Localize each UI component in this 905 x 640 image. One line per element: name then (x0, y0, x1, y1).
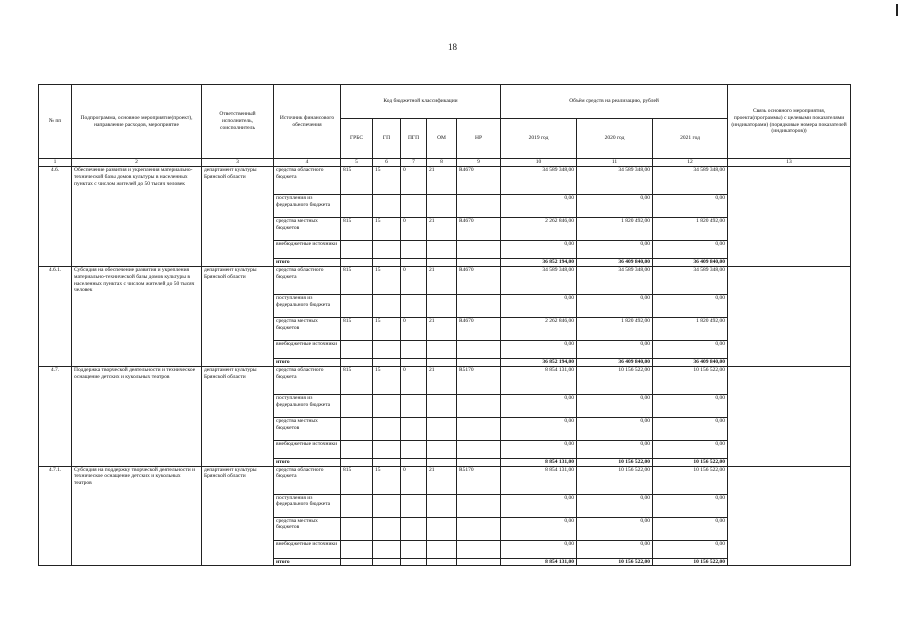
code-np: R4670 (457, 166, 501, 194)
amount-2019: 8 854 131,00 (501, 458, 577, 466)
amount-2020: 1 820 492,00 (577, 317, 653, 340)
code-pgp (401, 340, 427, 358)
code-om: 21 (427, 166, 457, 194)
item-name: Субсидия на поддержку творческой деятельности и техническое оснащение детских и кукольных театров (72, 466, 202, 566)
funding-source: внебюджетные источники (274, 240, 341, 258)
code-gp (373, 194, 401, 217)
code-om (427, 517, 457, 540)
amount-2020: 36 409 840,00 (577, 358, 653, 366)
code-np (457, 394, 501, 417)
amount-2021: 10 156 522,00 (653, 458, 728, 466)
indicator-link (728, 166, 851, 266)
budget-table (38, 84, 851, 566)
column-number: 1 (39, 159, 72, 167)
code-grbs: 815 (341, 317, 373, 340)
code-grbs (341, 340, 373, 358)
code-np: R4670 (457, 266, 501, 294)
code-om (427, 358, 457, 366)
code-np (457, 358, 501, 366)
item-number: 4.7.1. (39, 466, 72, 566)
code-grbs (341, 294, 373, 317)
amount-2021: 1 820 492,00 (653, 217, 728, 240)
amount-2020: 0,00 (577, 417, 653, 440)
amount-2021: 0,00 (653, 194, 728, 217)
amount-2021: 0,00 (653, 417, 728, 440)
code-np: R4670 (457, 317, 501, 340)
amount-2019: 0,00 (501, 494, 577, 517)
amount-2020: 36 409 840,00 (577, 258, 653, 266)
amount-2021: 0,00 (653, 394, 728, 417)
funding-source: внебюджетные источники (274, 340, 341, 358)
code-om: 21 (427, 266, 457, 294)
amount-2021: 0,00 (653, 540, 728, 558)
column-number: 13 (728, 159, 851, 167)
column-number: 4 (274, 159, 341, 167)
code-np (457, 194, 501, 217)
page-number: 18 (448, 42, 457, 52)
amount-2020: 10 156 522,00 (577, 458, 653, 466)
code-pgp (401, 358, 427, 366)
amount-2019: 34 589 348,00 (501, 166, 577, 194)
code-np (457, 258, 501, 266)
code-pgp: 0 (401, 366, 427, 394)
funding-source: поступления из федерального бюджета (274, 294, 341, 317)
code-pgp: 0 (401, 166, 427, 194)
funding-source: поступления из федерального бюджета (274, 494, 341, 517)
scan-mark (896, 4, 898, 16)
code-np (457, 517, 501, 540)
indicator-link (728, 266, 851, 366)
amount-2019: 0,00 (501, 517, 577, 540)
amount-2019: 36 852 194,00 (501, 258, 577, 266)
amount-2021: 0,00 (653, 494, 728, 517)
code-om (427, 558, 457, 566)
code-pgp (401, 294, 427, 317)
amount-2020: 0,00 (577, 340, 653, 358)
code-np (457, 240, 501, 258)
amount-2021: 0,00 (653, 340, 728, 358)
amount-2019: 0,00 (501, 340, 577, 358)
header-name: Подпрограмма, основное мероприятие(проект), направление расходов, мероприятие (72, 85, 202, 159)
funding-source: средства местных бюджетов (274, 217, 341, 240)
code-om (427, 417, 457, 440)
code-gp: 15 (373, 217, 401, 240)
item-executor: департамент культуры Брянской области (202, 166, 274, 266)
funding-source: средства областного бюджета (274, 366, 341, 394)
amount-2021: 36 409 840,00 (653, 358, 728, 366)
amount-2020: 10 156 522,00 (577, 366, 653, 394)
code-om: 21 (427, 466, 457, 494)
code-om (427, 394, 457, 417)
funding-source: поступления из федерального бюджета (274, 394, 341, 417)
header-np: НР (457, 119, 501, 159)
code-np (457, 458, 501, 466)
item-name: Обеспечение развития и укрепления материально-технической базы домов культуры в населенных пунктах с числом жителей до 50 тысяч человек (72, 166, 202, 266)
amount-2019: 2 262 846,00 (501, 317, 577, 340)
amount-2019: 0,00 (501, 417, 577, 440)
code-np (457, 294, 501, 317)
code-grbs (341, 258, 373, 266)
code-grbs (341, 540, 373, 558)
code-gp: 15 (373, 366, 401, 394)
funding-source: средства местных бюджетов (274, 317, 341, 340)
column-number: 7 (401, 159, 427, 167)
code-pgp (401, 494, 427, 517)
code-gp (373, 340, 401, 358)
amount-2019: 34 589 348,00 (501, 266, 577, 294)
funding-source: средства местных бюджетов (274, 517, 341, 540)
code-gp (373, 258, 401, 266)
amount-2019: 36 852 194,00 (501, 358, 577, 366)
funding-source: средства областного бюджета (274, 266, 341, 294)
amount-2021: 0,00 (653, 517, 728, 540)
amount-2021: 0,00 (653, 294, 728, 317)
code-np (457, 340, 501, 358)
amount-2020: 0,00 (577, 440, 653, 458)
amount-2021: 10 156 522,00 (653, 366, 728, 394)
code-grbs (341, 494, 373, 517)
amount-2020: 0,00 (577, 394, 653, 417)
item-executor: департамент культуры Брянской области (202, 366, 274, 466)
code-gp (373, 517, 401, 540)
code-gp: 15 (373, 266, 401, 294)
code-om: 21 (427, 217, 457, 240)
funding-source: внебюджетные источники (274, 540, 341, 558)
indicator-link (728, 366, 851, 466)
funding-source: итого (274, 458, 341, 466)
header-indicator-link: Связь основного мероприятия, проекта(программы) с целевыми показателями (индикаторами) (порядковые номера показателей (индикаторов)) (728, 85, 851, 159)
amount-2021: 1 820 492,00 (653, 317, 728, 340)
code-gp (373, 240, 401, 258)
code-om (427, 440, 457, 458)
item-name: Субсидия на обеспечение развития и укрепления материально-технической базы домов культуры в населенных пунктах с числом жителей до 50 тысяч человек (72, 266, 202, 366)
header-grbs: ГРБС (341, 119, 373, 159)
header-pgp: ПГП (401, 119, 427, 159)
code-pgp: 0 (401, 466, 427, 494)
code-gp (373, 358, 401, 366)
code-gp: 15 (373, 466, 401, 494)
code-om (427, 540, 457, 558)
code-gp (373, 294, 401, 317)
amount-2021: 34 589 348,00 (653, 166, 728, 194)
code-om (427, 458, 457, 466)
header-executor: Ответственный исполнитель, соисполнитель (202, 85, 274, 159)
code-gp (373, 558, 401, 566)
column-number: 9 (457, 159, 501, 167)
amount-2019: 0,00 (501, 294, 577, 317)
amount-2019: 0,00 (501, 240, 577, 258)
code-grbs (341, 240, 373, 258)
header-2021: 2021 год (653, 119, 728, 159)
code-pgp: 0 (401, 266, 427, 294)
amount-2020: 0,00 (577, 240, 653, 258)
amount-2019: 8 854 131,00 (501, 558, 577, 566)
amount-2020: 0,00 (577, 517, 653, 540)
amount-2020: 10 156 522,00 (577, 466, 653, 494)
amount-2021: 0,00 (653, 440, 728, 458)
code-grbs (341, 358, 373, 366)
column-number: 2 (72, 159, 202, 167)
code-gp (373, 440, 401, 458)
amount-2021: 36 409 840,00 (653, 258, 728, 266)
column-number: 11 (577, 159, 653, 167)
header-2020: 2020 год (577, 119, 653, 159)
amount-2019: 0,00 (501, 394, 577, 417)
code-om (427, 340, 457, 358)
code-grbs (341, 517, 373, 540)
amount-2020: 0,00 (577, 494, 653, 517)
amount-2020: 34 589 348,00 (577, 266, 653, 294)
amount-2019: 2 262 846,00 (501, 217, 577, 240)
amount-2019: 8 854 131,00 (501, 366, 577, 394)
amount-2020: 10 156 522,00 (577, 558, 653, 566)
header-budget-class: Код бюджетной классификации (341, 85, 501, 119)
code-pgp (401, 394, 427, 417)
item-number: 4.7. (39, 366, 72, 466)
item-name: Поддержка творческой деятельности и техническое оснащение детских и кукольных театров (72, 366, 202, 466)
code-grbs: 815 (341, 217, 373, 240)
code-pgp: 0 (401, 317, 427, 340)
code-grbs (341, 194, 373, 217)
code-pgp (401, 458, 427, 466)
code-gp (373, 494, 401, 517)
item-executor: департамент культуры Брянской области (202, 266, 274, 366)
item-number: 4.6. (39, 166, 72, 266)
amount-2020: 0,00 (577, 194, 653, 217)
code-grbs (341, 440, 373, 458)
funding-source: средства местных бюджетов (274, 417, 341, 440)
code-gp (373, 540, 401, 558)
code-grbs: 815 (341, 366, 373, 394)
code-om (427, 240, 457, 258)
column-number-row (39, 159, 851, 167)
amount-2020: 34 589 348,00 (577, 166, 653, 194)
code-np (457, 540, 501, 558)
amount-2020: 0,00 (577, 294, 653, 317)
column-number: 12 (653, 159, 728, 167)
amount-2021: 34 589 348,00 (653, 266, 728, 294)
code-pgp: 0 (401, 217, 427, 240)
header-2019: 2019 год (501, 119, 577, 159)
code-om (427, 294, 457, 317)
header-num: № пп (39, 85, 72, 159)
column-number: 6 (373, 159, 401, 167)
code-om: 21 (427, 366, 457, 394)
code-grbs: 815 (341, 266, 373, 294)
code-om: 21 (427, 317, 457, 340)
header-volume: Объём средств на реализацию, рублей (501, 85, 728, 119)
code-gp (373, 417, 401, 440)
code-gp (373, 394, 401, 417)
code-np: R5170 (457, 466, 501, 494)
amount-2019: 0,00 (501, 440, 577, 458)
table-row (39, 266, 851, 294)
code-grbs: 815 (341, 466, 373, 494)
code-pgp (401, 194, 427, 217)
amount-2021: 10 156 522,00 (653, 466, 728, 494)
amount-2020: 0,00 (577, 540, 653, 558)
funding-source: внебюджетные источники (274, 440, 341, 458)
code-pgp (401, 417, 427, 440)
funding-source: средства областного бюджета (274, 166, 341, 194)
code-gp: 15 (373, 317, 401, 340)
column-number: 10 (501, 159, 577, 167)
code-gp (373, 458, 401, 466)
amount-2019: 0,00 (501, 540, 577, 558)
header-gp: ГП (373, 119, 401, 159)
code-pgp (401, 517, 427, 540)
code-pgp (401, 258, 427, 266)
amount-2019: 8 854 131,00 (501, 466, 577, 494)
header-om: ОМ (427, 119, 457, 159)
table-row (39, 366, 851, 394)
code-grbs (341, 417, 373, 440)
code-grbs (341, 394, 373, 417)
indicator-link (728, 466, 851, 566)
funding-source: средства областного бюджета (274, 466, 341, 494)
code-np (457, 558, 501, 566)
code-np (457, 440, 501, 458)
funding-source: итого (274, 358, 341, 366)
code-np (457, 417, 501, 440)
code-pgp (401, 240, 427, 258)
funding-source: итого (274, 558, 341, 566)
code-pgp (401, 440, 427, 458)
code-om (427, 494, 457, 517)
amount-2019: 0,00 (501, 194, 577, 217)
amount-2021: 10 156 522,00 (653, 558, 728, 566)
code-pgp (401, 540, 427, 558)
header-source: Источник финансового обеспечения (274, 85, 341, 159)
table-row (39, 466, 851, 494)
code-np: R5170 (457, 366, 501, 394)
item-number: 4.6.1. (39, 266, 72, 366)
code-np: R4670 (457, 217, 501, 240)
amount-2021: 0,00 (653, 240, 728, 258)
column-number: 3 (202, 159, 274, 167)
column-number: 5 (341, 159, 373, 167)
table-row (39, 166, 851, 194)
funding-source: поступления из федерального бюджета (274, 194, 341, 217)
code-grbs (341, 558, 373, 566)
item-executor: департамент культуры Брянской области (202, 466, 274, 566)
code-gp: 15 (373, 166, 401, 194)
amount-2020: 1 820 492,00 (577, 217, 653, 240)
code-grbs: 815 (341, 166, 373, 194)
code-grbs (341, 458, 373, 466)
funding-source: итого (274, 258, 341, 266)
code-om (427, 194, 457, 217)
code-pgp (401, 558, 427, 566)
code-om (427, 258, 457, 266)
column-number: 8 (427, 159, 457, 167)
code-np (457, 494, 501, 517)
